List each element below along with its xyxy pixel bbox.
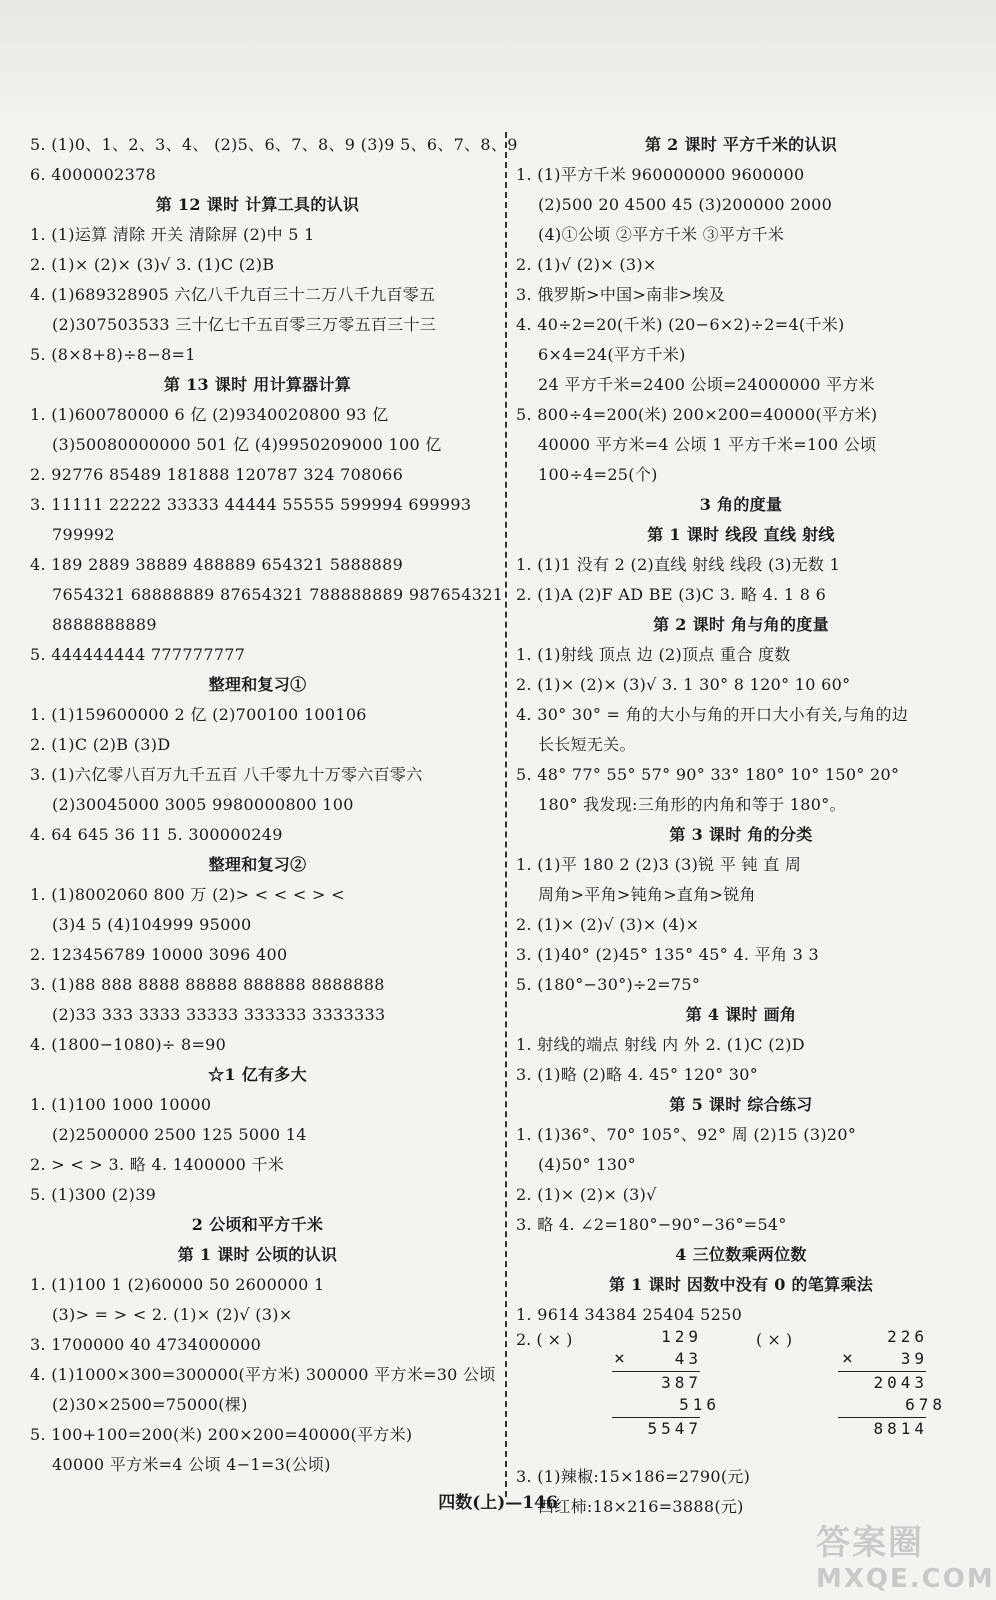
section-heading: 第 12 课时 计算工具的认识 (155, 195, 360, 214)
answer-line: 3. (1)略 (2)略 4. 45° 120° 30° (516, 1065, 759, 1084)
answer-line: 5. 444444444 777777777 (30, 645, 246, 664)
answer-line: 5. 800÷4=200(米) 200×200=40000(平方米) (516, 405, 878, 424)
section-heading: 第 1 课时 线段 直线 射线 (647, 525, 835, 544)
answer-line: 1. (1)100 1 (2)60000 50 2600000 1 (30, 1275, 325, 1294)
answer-line: 2. (1)C (2)B (3)D (30, 735, 171, 754)
section-heading: 4 三位数乘两位数 (675, 1245, 807, 1264)
answer-line: 3. 1700000 40 4734000000 (30, 1335, 262, 1354)
section-heading: 第 5 课时 综合练习 (669, 1095, 813, 1114)
answer-line: 1. 射线的端点 射线 内 外 2. (1)C (2)D (516, 1035, 805, 1054)
section-heading: 第 2 课时 平方千米的认识 (644, 135, 838, 154)
answer-line: 1. 9614 34384 25404 5250 (516, 1305, 743, 1324)
calc2-times-sign: × (842, 1348, 853, 1369)
answer-line: (4)50° 130° (538, 1155, 636, 1174)
answer-line: (3)50080000000 501 亿 (4)9950209000 100 亿 (52, 435, 442, 454)
answer-line: 6. 4000002378 (30, 165, 157, 184)
answer-line: 1. (1)100 1000 10000 (30, 1095, 212, 1114)
answer-line: 5. (8×8+8)÷8−8=1 (30, 345, 196, 364)
answer-line: 4. 64 645 36 11 5. 300000249 (30, 825, 283, 844)
answer-line: 2. (1)× (2)× (3)√ 3. 1 30° 8 120° 10 60° (516, 675, 851, 694)
answer-line: (4)①公顷 ②平方千米 ③平方千米 (538, 225, 785, 244)
section-heading: 整理和复习② (208, 855, 307, 874)
answer-line: 40000 平方米=4 公顷 1 平方千米=100 公顷 (538, 435, 877, 454)
calc2-multiplicand: 226 (887, 1327, 928, 1346)
answer-line: (2)33 333 3333 33333 333333 3333333 (52, 1005, 386, 1024)
answer-line: 2. (1)√ (2)× (3)× (516, 255, 657, 274)
answer-line: 长长短无关。 (538, 735, 636, 754)
section-heading: 3 角的度量 (699, 495, 783, 514)
column-divider (505, 132, 507, 1497)
answer-line: 24 平方千米=2400 公顷=24000000 平方米 (538, 375, 875, 394)
calc2-multiplier: 39 (900, 1349, 928, 1368)
answer-line: (2)30045000 3005 9980000800 100 (52, 795, 354, 814)
answer-line: 1. (1)159600000 2 亿 (2)700100 100106 (30, 705, 367, 724)
answer-line: (2)2500000 2500 125 5000 14 (52, 1125, 307, 1144)
answer-line: 180° 我发现:三角形的内角和等于 180°。 (538, 795, 846, 814)
answer-line: 西红柿:18×216=3888(元) (538, 1497, 744, 1516)
calc-label-1: 2. ( × ) (516, 1330, 573, 1349)
answer-line: 4. 40÷2=20(千米) (20−6×2)÷2=4(千米) (516, 315, 845, 334)
answer-line: 4. 189 2889 38889 488889 654321 5888889 (30, 555, 404, 574)
answer-line: 2. (1)× (2)√ (3)× (4)× (516, 915, 700, 934)
answer-line: 8888888889 (52, 615, 157, 634)
right-column (516, 130, 966, 1522)
answer-line: 7654321 68888889 87654321 788888889 987654321 (52, 585, 504, 604)
answer-line: 1. (1)射线 顶点 边 (2)顶点 重合 度数 (516, 645, 791, 664)
answer-line: 2. (1)× (2)× (3)√ (516, 1185, 657, 1204)
answer-line: 1. (1)运算 清除 开关 清除屏 (2)中 5 1 (30, 225, 315, 244)
answer-line: 1. (1)1 没有 2 (2)直线 射线 线段 (3)无数 1 (516, 555, 841, 574)
answer-line: 2. (1)× (2)× (3)√ 3. (1)C (2)B (30, 255, 275, 274)
answer-line: 4. 30° 30° = 角的大小与角的开口大小有关,与角的边 (516, 705, 909, 724)
answer-line: 1. (1)36°、70° 105°、92° 周 (2)15 (3)20° (516, 1125, 857, 1144)
answer-line: 3. 11111 22222 33333 44444 55555 599994 699993 (30, 495, 472, 514)
calc2-product: 8814 (873, 1419, 928, 1438)
answer-line: (2)307503533 三十亿七千五百零三万零五百三十三 (52, 315, 437, 334)
answer-line: 2. > < > 3. 略 4. 1400000 千米 (30, 1155, 285, 1174)
calc2-partial-1: 2043 (873, 1373, 928, 1392)
answer-line: 1. (1)平 180 2 (2)3 (3)锐 平 钝 直 周 (516, 855, 802, 874)
vertical-multiplication (516, 1327, 966, 1462)
answer-line: (3)> = > < 2. (1)× (2)√ (3)× (52, 1305, 293, 1324)
answer-line: 2. 123456789 10000 3096 400 (30, 945, 288, 964)
answer-line: 1. (1)8002060 800 万 (2)> < < < > < (30, 885, 345, 904)
answer-line: 799992 (52, 525, 115, 544)
calc2-partial-2: 678 (905, 1395, 946, 1414)
answer-line: 3. (1)88 888 8888 88888 888888 8888888 (30, 975, 385, 994)
answer-line: (3)4 5 (4)104999 95000 (52, 915, 252, 934)
right-answers-top (516, 130, 966, 1330)
answer-line: 4. (1)689328905 六亿八千九百三十二万八千九百零五 (30, 285, 436, 304)
answer-line: 1. (1)600780000 6 亿 (2)9340020800 93 亿 (30, 405, 389, 424)
answer-line: 3. (1)40° (2)45° 135° 45° 4. 平角 3 3 (516, 945, 820, 964)
calc1-multiplier: 43 (674, 1349, 702, 1368)
calc1-partial-2: 516 (679, 1395, 720, 1414)
answer-line: 5. (1)0、1、2、3、4、 (2)5、6、7、8、9 (3)9 5、6、7、8、9 (30, 135, 518, 154)
answer-line: 3. (1)六亿零八百万九千五百 八千零九十万零六百零六 (30, 765, 423, 784)
watermark-logo (816, 1515, 995, 1594)
calc-label-2: ( × ) (756, 1330, 793, 1349)
answer-line: 6×4=24(平方千米) (538, 345, 686, 364)
answer-line: 1. (1)平方千米 960000000 9600000 (516, 165, 805, 184)
answer-line: 5. (1)300 (2)39 (30, 1185, 157, 1204)
answer-line: 2. 92776 85489 181888 120787 324 708066 (30, 465, 404, 484)
calc1-product: 5547 (647, 1419, 702, 1438)
answer-line: 5. (180°−30°)÷2=75° (516, 975, 701, 994)
page-top-shade (0, 0, 996, 140)
section-heading: ☆1 亿有多大 (208, 1065, 307, 1084)
watermark-text: 答案圈 (816, 1523, 924, 1563)
answer-line: 周角>平角>钝角>直角>锐角 (538, 885, 756, 904)
answer-line: 5. 48° 77° 55° 57° 90° 33° 180° 10° 150° 20° (516, 765, 900, 784)
watermark-url: MXQE.COM (816, 1564, 995, 1594)
answer-line: 5. 100+100=200(米) 200×200=40000(平方米) (30, 1425, 413, 1444)
left-column (30, 130, 518, 1480)
section-heading: 2 公顷和平方千米 (191, 1215, 324, 1234)
section-heading: 整理和复习① (208, 675, 307, 694)
answer-line: 3. 俄罗斯>中国>南非>埃及 (516, 285, 726, 304)
calc1-times-sign: × (614, 1348, 625, 1369)
section-heading: 第 2 课时 角与角的度量 (653, 615, 829, 634)
answer-line: 4. (1800−1080)÷ 8=90 (30, 1035, 227, 1054)
section-heading: 第 1 课时 因数中没有 0 的笔算乘法 (608, 1275, 874, 1294)
section-heading: 第 13 课时 用计算器计算 (163, 375, 352, 394)
answer-line: (2)500 20 4500 45 (3)200000 2000 (538, 195, 833, 214)
section-heading: 第 1 课时 公顷的认识 (177, 1245, 338, 1264)
answer-line: 2. (1)A (2)F AD BE (3)C 3. 略 4. 1 8 6 (516, 585, 827, 604)
section-heading: 第 4 课时 画角 (685, 1005, 797, 1024)
answer-line: 40000 平方米=4 公顷 4−1=3(公顷) (52, 1455, 331, 1474)
answer-line: 4. (1)1000×300=300000(平方米) 300000 平方米=30 公顷 (30, 1365, 496, 1384)
answer-line: (2)30×2500=75000(棵) (52, 1395, 248, 1414)
section-heading: 第 3 课时 角的分类 (669, 825, 813, 844)
answer-line: 3. (1)辣椒:15×186=2790(元) (516, 1467, 751, 1486)
calc1-partial-1: 387 (661, 1373, 702, 1392)
page-footer: 四数(上)—146 (438, 1493, 558, 1513)
answer-line: 100÷4=25(个) (538, 465, 658, 484)
answer-line: 3. 略 4. ∠2=180°−90°−36°=54° (516, 1215, 787, 1234)
calc1-multiplicand: 129 (661, 1327, 702, 1346)
